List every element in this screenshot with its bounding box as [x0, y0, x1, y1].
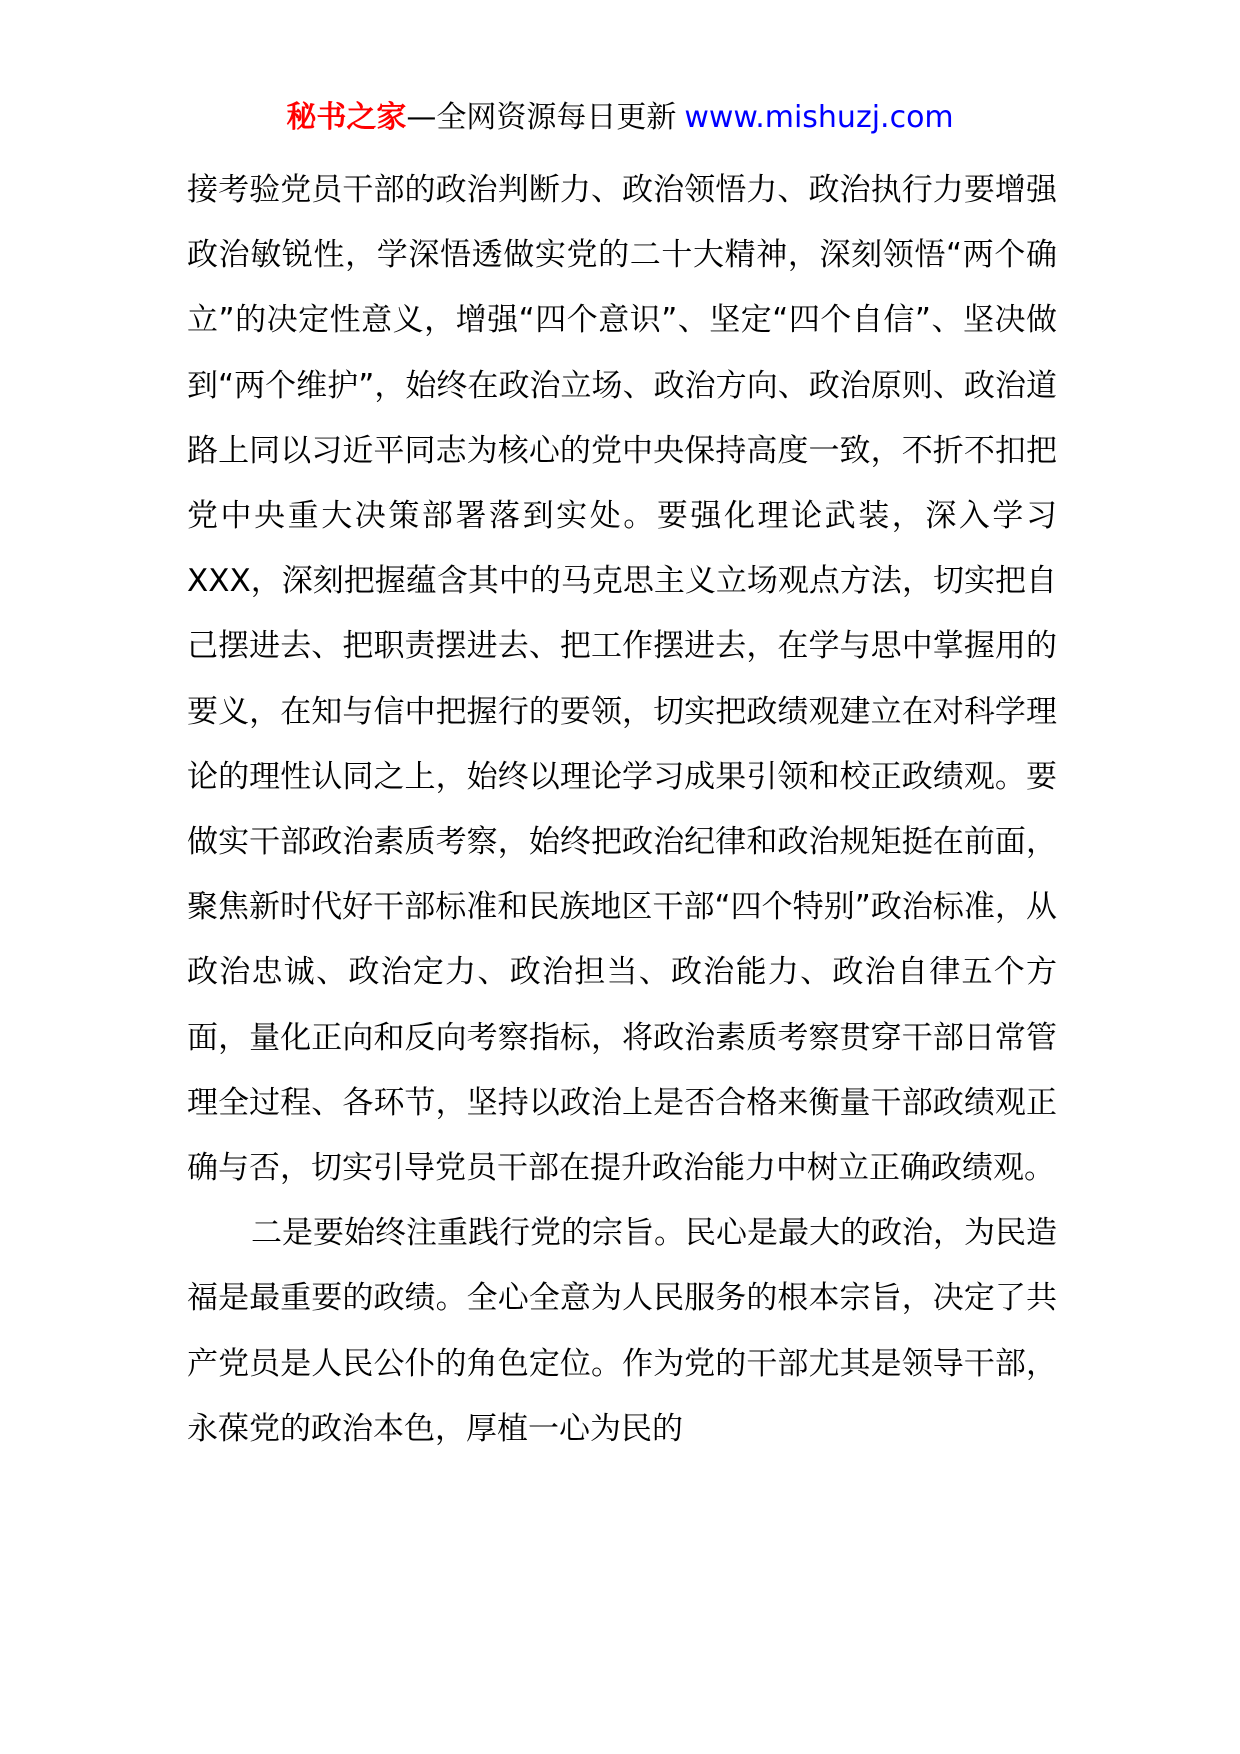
paragraph-second-point: 二是要始终注重践行党的宗旨。民心是最大的政治，为民造福是最重要的政绩。全心全意为人民服务的根本宗旨，决定了共产党员是人民公仆的角色定位。作为党的干部尤其是领导干部，永葆党的政治本色，厚植一心为民的 — [187, 1215, 1057, 1447]
page-header — [0, 98, 1240, 138]
paragraph-continued: 接考验党员干部的政治判断力、政治领悟力、政治执行力要增强政治敏锐性，学深悟透做实党的二十大精神，深刻领悟“两个确立”的决定性意义，增强“四个意识”、坚定“四个自信”、坚决做到“两个维护”，始终在政治立场、政治方向、政治原则、政治道路上同以习近平同志为核心的党中央保持高度一致，不折不扣把党中央重大决策部署落到实处。要强化理论武装，深入学习 XXX，深刻把握蕴含其中的马克思主义立场观点方法，切实把自己摆进去、把职责摆进去、把工作摆进去，在学与思中掌握用的要义，在知与信中把握行的要领，切实把政绩观建立在对科学理论的理性认同之上，始终以理论学习成果引领和校正政绩观。要做实干部政治素质考察，始终把政治纪律和政治规矩挺在前面，聚焦新时代好干部标准和民族地区干部“四个特别”政治标准，从政治忠诚、政治定力、政治担当、政治能力、政治自律五个方面，量化正向和反向考察指标，将政治素质考察贯穿干部日常管理全过程、各环节，坚持以政治上是否合格来衡量干部政绩观正确与否，切实引导党员干部在提升政治能力中树立正确政绩观。 — [187, 172, 1057, 1187]
document-body — [187, 158, 1057, 1462]
website-link[interactable]: www.mishuzj.com — [684, 100, 954, 135]
brand-name: 秘书之家 — [286, 100, 407, 135]
header-tagline: —全网资源每日更新 — [406, 100, 677, 135]
